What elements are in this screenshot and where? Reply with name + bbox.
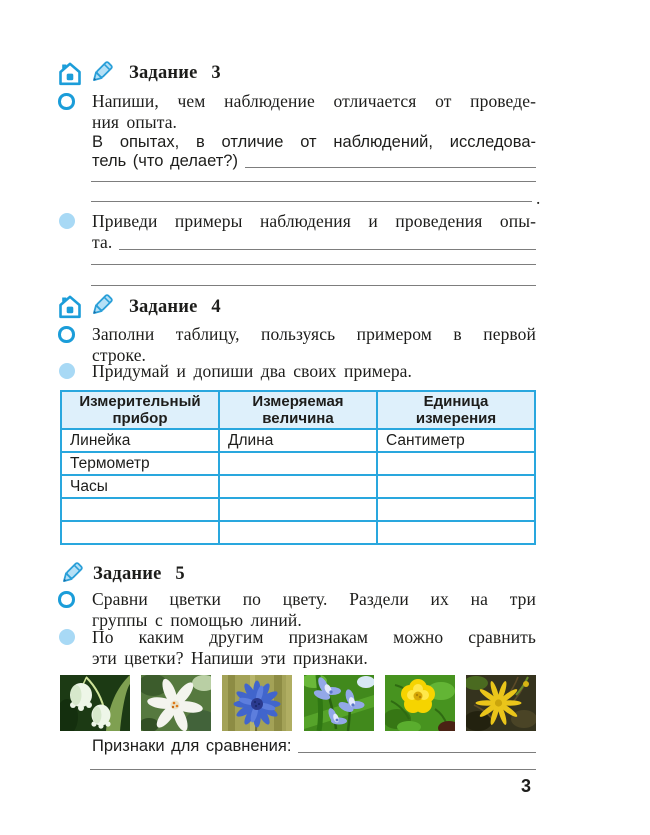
task5-title: Задание 5	[93, 564, 185, 584]
task3-helper-line1: В опытах, в отличие от наблюдений, исследова-	[92, 133, 536, 151]
answer-line[interactable]	[91, 264, 536, 265]
measurement-table	[60, 390, 536, 545]
table-row	[61, 521, 535, 544]
table-row	[61, 429, 535, 452]
bullet-filled-icon	[59, 363, 75, 379]
answer-line[interactable]	[91, 201, 532, 202]
table-row	[61, 452, 535, 475]
pencil-icon	[56, 559, 86, 594]
task4-instruction-line1: Заполни таблицу, пользуясь примером в первой	[92, 324, 536, 344]
answer-line[interactable]	[90, 769, 536, 770]
bullet-filled-icon	[59, 213, 75, 229]
bullet-open-icon	[58, 326, 75, 343]
flower-photo-buttercup	[385, 675, 455, 731]
task5-prompt-row	[92, 737, 536, 756]
table-row	[61, 498, 535, 521]
bullet-filled-icon	[59, 629, 75, 645]
pencil-icon	[86, 58, 116, 93]
table-row	[61, 475, 535, 498]
table-cell-empty[interactable]	[219, 452, 377, 475]
table-cell-empty[interactable]	[377, 498, 535, 521]
home-icon	[57, 61, 83, 92]
table-cell: Термометр	[61, 452, 219, 475]
table-cell: Часы	[61, 475, 219, 498]
sentence-period: .	[536, 188, 541, 208]
task3-examples-line1: Приведи примеры наблюдения и проведения опы-	[92, 211, 536, 231]
task3-helper-line2-row	[92, 152, 536, 171]
answer-line[interactable]	[119, 249, 536, 250]
table-cell-empty[interactable]	[61, 521, 219, 544]
table-cell: Сантиметр	[377, 429, 535, 452]
task4-title: Задание 4	[129, 297, 221, 317]
task3-examples-line2: та.	[92, 232, 113, 252]
table-cell-empty[interactable]	[377, 452, 535, 475]
table-cell-empty[interactable]	[219, 521, 377, 544]
flower-photo-cornflower	[222, 675, 292, 731]
table-cell-empty[interactable]	[219, 475, 377, 498]
table-cell-empty[interactable]	[377, 475, 535, 498]
column-header: Единица измерения	[377, 391, 535, 429]
task3-examples-line2-row	[92, 232, 536, 253]
column-header: Измеряемая величина	[219, 391, 377, 429]
answer-line[interactable]	[91, 181, 536, 182]
table-cell-empty[interactable]	[377, 521, 535, 544]
answer-line[interactable]	[245, 167, 536, 168]
task5-question-line2: эти цветки? Напиши эти признаки.	[92, 648, 368, 668]
answer-line[interactable]	[298, 752, 536, 753]
column-header: Измерительный прибор	[61, 391, 219, 429]
flower-photo-white-lily	[141, 675, 211, 731]
task3-helper-line2: тель (что делает?)	[92, 152, 238, 170]
task3-instruction-line2: ния опыта.	[92, 112, 178, 132]
table-cell-empty[interactable]	[219, 498, 377, 521]
pencil-icon	[86, 291, 116, 326]
flower-photo-scilla	[304, 675, 374, 731]
table-cell: Длина	[219, 429, 377, 452]
task5-instruction-line1: Сравни цветки по цвету. Раздели их на три	[92, 589, 536, 609]
home-icon	[57, 294, 83, 325]
page-number: 3	[521, 776, 532, 796]
task3-instruction-line1: Напиши, чем наблюдение отличается от проведе-	[92, 91, 536, 111]
flower-photo-lesser-celandine	[466, 675, 536, 731]
bullet-open-icon	[58, 591, 75, 608]
table-cell-empty[interactable]	[61, 498, 219, 521]
task3-title: Задание 3	[129, 63, 221, 83]
answer-line[interactable]	[91, 285, 536, 286]
bullet-open-icon	[58, 93, 75, 110]
task4-instruction-line2: строке.	[92, 345, 147, 365]
task4-extra-line1: Придумай и допиши два своих примера.	[92, 361, 413, 381]
task5-prompt: Признаки для сравнения:	[92, 737, 292, 755]
table-cell: Линейка	[61, 429, 219, 452]
task5-question-line1: По каким другим признакам можно сравнить	[92, 627, 536, 647]
task5-instruction-line2: группы с помощью линий.	[92, 610, 302, 630]
flower-photo-lily-of-the-valley	[60, 675, 130, 731]
flower-photo-strip	[60, 675, 536, 731]
table-header-row	[61, 391, 535, 429]
